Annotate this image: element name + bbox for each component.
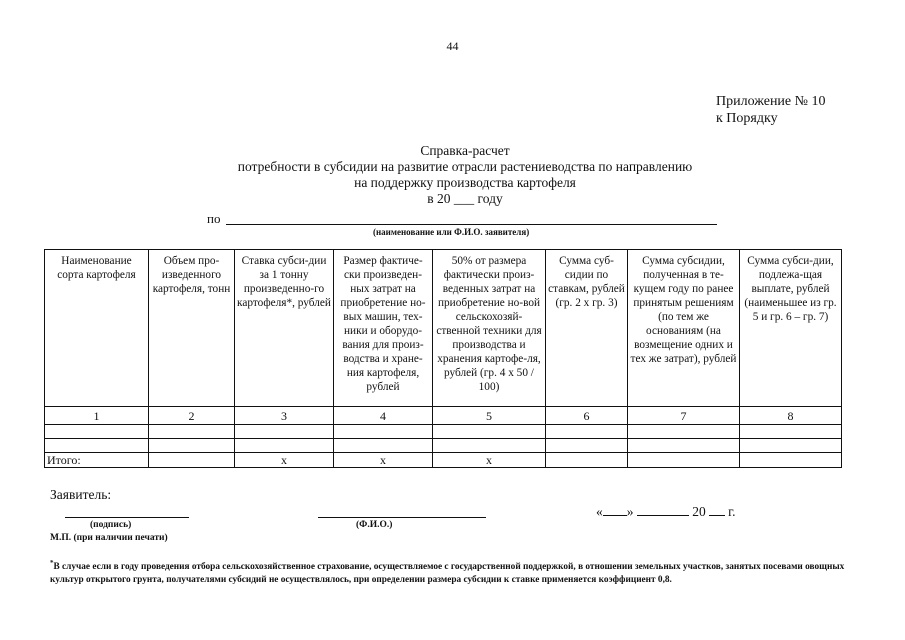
date-year-prefix: 20 xyxy=(692,504,706,519)
column-number-row xyxy=(45,407,842,425)
table-header-cell: Размер фактиче-ски произведен-ных затрат на приобретение но-вых машин, тех-ники и оборудо-вания для произ-водства и хране-ния картофеля, рублей xyxy=(334,250,433,407)
document-title xyxy=(0,143,905,207)
table-header-cell: Сумма субси-дии, подлежа-щая выплате, рублей (наименьшее из гр. 5 и гр. 6 – гр. 7) xyxy=(740,250,842,407)
table-header-row xyxy=(45,250,842,407)
table-cell[interactable] xyxy=(334,439,433,453)
table-cell[interactable] xyxy=(546,425,628,439)
column-number-cell: 4 xyxy=(334,407,433,425)
table-cell[interactable] xyxy=(45,439,149,453)
table-row xyxy=(45,439,842,453)
date-field xyxy=(596,503,736,520)
table-cell[interactable] xyxy=(235,425,334,439)
appendix-line-2: к Порядку xyxy=(716,111,778,126)
column-number-cell: 3 xyxy=(235,407,334,425)
table-row xyxy=(45,425,842,439)
calculation-table xyxy=(44,249,842,468)
table-cell[interactable] xyxy=(149,425,235,439)
table-cell[interactable] xyxy=(628,453,740,468)
table-header-cell: Сумма субсидии, полученная в те-кущем году по ранее принятым решениям (по тем же основаниям (на возмещение одних и тех же затрат), рублей xyxy=(628,250,740,407)
signature-line[interactable] xyxy=(65,517,189,518)
applicant-field-label: по xyxy=(207,211,221,226)
table-header-cell: Объем про-изведенного картофеля, тонн xyxy=(149,250,235,407)
table-cell: х xyxy=(235,453,334,468)
table-header-cell: Ставка субси-дии за 1 тонну произведенно-го картофеля*, рублей xyxy=(235,250,334,407)
column-number-cell: 1 xyxy=(45,407,149,425)
table-cell[interactable] xyxy=(740,453,842,468)
column-number-cell: 2 xyxy=(149,407,235,425)
date-year-blank[interactable] xyxy=(709,503,725,516)
title-line-3: на поддержку производства картофеля xyxy=(354,175,576,190)
title-line-1: Справка-расчет xyxy=(420,143,510,158)
footnote xyxy=(50,557,850,587)
date-month-blank[interactable] xyxy=(637,503,689,516)
table-header-cell: Сумма суб-сидии по ставкам, рублей (гр. 2 х гр. 3) xyxy=(546,250,628,407)
fio-line[interactable] xyxy=(318,517,486,518)
title-line-4: в 20 ___ году xyxy=(427,191,503,206)
column-number-cell: 8 xyxy=(740,407,842,425)
total-label-cell: Итого: xyxy=(45,453,149,468)
table-cell[interactable] xyxy=(740,439,842,453)
table-cell: х xyxy=(433,453,546,468)
table-cell[interactable] xyxy=(235,439,334,453)
appendix-line-1: Приложение № 10 xyxy=(716,94,826,109)
appendix-reference xyxy=(716,93,826,127)
fio-caption: (Ф.И.О.) xyxy=(356,520,393,530)
footnote-text: В случае если в году проведения отбора сельскохозяйственное страхование, осуществляемое с государственной поддержкой, в отношении земельных участков, занятых посевами овощных культур открытого грунта, получателями субсидий не осуществлялось, при определении размера субсидии к ставке применяется коэффициент 0,8. xyxy=(50,562,845,586)
table-header-cell: Наименование сорта картофеля xyxy=(45,250,149,407)
table-cell[interactable] xyxy=(433,439,546,453)
table-cell[interactable] xyxy=(628,425,740,439)
date-day-blank[interactable] xyxy=(603,503,627,516)
table-cell[interactable] xyxy=(149,453,235,468)
applicant-field-line[interactable] xyxy=(226,224,717,225)
table-cell: х xyxy=(334,453,433,468)
table-cell[interactable] xyxy=(628,439,740,453)
applicant-label: Заявитель: xyxy=(50,487,112,502)
page-number: 44 xyxy=(446,39,459,53)
table-header-cell: 50% от размера фактически произ-веденных затрат на приобретение но-вой сельскохозяй-ственной техники для производства и хранения картофе-ля, рублей (гр. 4 х 50 / 100) xyxy=(433,250,546,407)
table-cell[interactable] xyxy=(45,425,149,439)
table-cell[interactable] xyxy=(334,425,433,439)
total-row xyxy=(45,453,842,468)
table-cell[interactable] xyxy=(546,453,628,468)
table-cell[interactable] xyxy=(149,439,235,453)
table-cell[interactable] xyxy=(740,425,842,439)
applicant-field-caption: (наименование или Ф.И.О. заявителя) xyxy=(373,227,530,237)
column-number-cell: 5 xyxy=(433,407,546,425)
stamp-note: М.П. (при наличии печати) xyxy=(50,533,168,543)
date-suffix: г. xyxy=(728,504,736,519)
table-cell[interactable] xyxy=(433,425,546,439)
title-line-2: потребности в субсидии на развитие отрасли растениеводства по направлению xyxy=(237,159,693,174)
date-close-quote: » xyxy=(626,504,634,519)
column-number-cell: 6 xyxy=(546,407,628,425)
table-cell[interactable] xyxy=(546,439,628,453)
date-open-quote: « xyxy=(596,504,603,519)
footnote-marker: * xyxy=(50,559,54,567)
column-number-cell: 7 xyxy=(628,407,740,425)
signature-caption: (подпись) xyxy=(90,520,132,530)
